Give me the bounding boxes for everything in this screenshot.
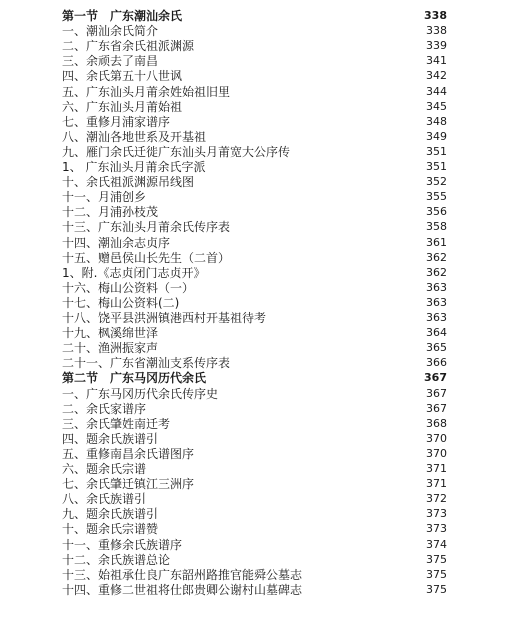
toc-entry-page-number: 364 — [426, 326, 447, 340]
toc-entry-title: 十、题余氏宗谱赞 — [62, 522, 159, 537]
toc-entry-title: 十六、梅山公资料（一） — [62, 280, 195, 295]
toc-entry-page-number: 367 — [426, 401, 447, 415]
toc-entry-title: 二、广东省余氏祖派渊源 — [62, 39, 195, 54]
toc-entry-page-number: 365 — [426, 341, 447, 355]
toc-entry-page-number: 345 — [426, 99, 447, 113]
toc-entry-page-number: 372 — [426, 492, 447, 506]
toc-entry-title: 四、题余氏族谱引 — [62, 431, 159, 446]
toc-entry-page-number: 371 — [426, 477, 447, 491]
toc-entry-title: 十八、饶平县洪洲镇港西村开基祖待考 — [62, 311, 267, 325]
toc-entry-title: 十五、赠邑侯山长先生（二首） — [62, 250, 231, 265]
toc-entry-title: 六、题余氏宗谱 — [62, 462, 147, 476]
toc-entry-title: 1、 广东汕头月莆余氏字派 — [62, 160, 206, 174]
toc-entry-title: 十三、广东汕头月莆余氏传序表 — [62, 220, 231, 235]
toc-entry-title: 十二、余氏族谱总论 — [62, 552, 171, 567]
toc-entry-title: 三、余氏肇姓南迁考 — [62, 416, 171, 431]
toc-entry-page-number: 363 — [426, 280, 447, 294]
toc-entry-page-number: 339 — [426, 39, 447, 53]
toc-entry-title: 二十、渔洲振家声 — [62, 341, 159, 356]
toc-entry-title: 八、潮汕各地世系及开基祖 — [62, 129, 207, 144]
toc-entry-page-number: 370 — [426, 431, 447, 445]
toc-entry-page-number: 367 — [426, 386, 447, 400]
toc-entry-title: 十九、枫溪绵世泽 — [62, 326, 159, 341]
toc-entry-page-number: 358 — [426, 220, 447, 234]
toc-entry-page-number: 349 — [426, 129, 447, 143]
toc-entry-page-number: 342 — [426, 69, 447, 83]
toc-entry-page-number: 352 — [426, 175, 447, 189]
toc-entry-page-number: 370 — [426, 446, 447, 460]
toc-entry-title: 五、重修南昌余氏谱图序 — [62, 446, 195, 461]
toc-entry-page-number: 373 — [426, 507, 447, 521]
toc-entry-page-number: 368 — [426, 416, 447, 430]
toc-entry-page-number: 356 — [426, 205, 447, 219]
toc-entry-title: 1、附.《志贞闭门志贞开》 — [62, 265, 206, 280]
toc-entry-title: 十四、重修二世祖将仕郎贵卿公谢村山墓碑志 — [62, 582, 303, 597]
toc-entry-title: 一、潮汕余氏简介 — [62, 24, 159, 39]
toc-entry-page-number: 362 — [426, 250, 447, 264]
toc-entry-title: 九、雁门余氏迁徙广东汕头月莆宽大公序传 — [62, 144, 291, 159]
toc-entry-page-number: 351 — [426, 144, 447, 158]
toc-entry-title: 九、题余氏族谱引 — [62, 507, 159, 522]
toc-entry-page-number: 362 — [426, 265, 447, 279]
toc-entry-title: 一、广东马冈历代余氏传序史 — [62, 386, 219, 401]
toc-entry-page-number: 338 — [426, 24, 447, 38]
toc-entry — [0, 581, 509, 599]
toc-entry-title: 八、余氏族谱引 — [62, 492, 147, 507]
toc-entry-page-number: 375 — [426, 582, 447, 596]
toc-entry-page-number: 341 — [426, 54, 447, 68]
toc-entry-title: 十一、重修余氏族谱序 — [62, 537, 183, 552]
toc-entry-title: 四、余氏第五十八世讽 — [62, 69, 183, 84]
toc-entry-title: 七、余氏肇迁镇江三洲序 — [62, 477, 195, 492]
toc-entry-page-number: 373 — [426, 522, 447, 536]
toc-entry-title: 十二、月浦孙枝茂 — [62, 205, 159, 220]
toc-entry-title: 二十一、广东省潮汕支系传序表 — [62, 356, 231, 371]
toc-entry-page-number: 344 — [426, 84, 447, 98]
toc-entry-title: 三、余顽去了南昌 — [62, 54, 159, 69]
toc-entry-page-number: 367 — [424, 371, 447, 385]
toc-entry-title: 十、余氏祖派渊源吊线图 — [62, 175, 195, 190]
toc-entry-title: 六、广东汕头月莆始祖 — [62, 99, 183, 114]
toc-entry-title: 十一、月浦创乡 — [62, 190, 147, 205]
toc-entry-title: 十七、梅山公资料(二) — [62, 295, 180, 310]
toc-entry-title: 五、广东汕头月莆余姓始祖旧里 — [62, 84, 231, 99]
toc-entry-page-number: 361 — [426, 235, 447, 249]
toc-entry-page-number: 375 — [426, 552, 447, 566]
toc-entry-page-number: 374 — [426, 537, 447, 551]
toc-entry-page-number: 375 — [426, 567, 447, 581]
toc-entry-page-number: 355 — [426, 190, 447, 204]
toc-entry-page-number: 348 — [426, 114, 447, 128]
toc-entry-page-number: 363 — [426, 295, 447, 309]
toc-entry-page-number: 363 — [426, 311, 447, 324]
toc-entry-title: 十三、始祖承仕良广东韶州路推官能舜公墓志 — [62, 567, 303, 582]
toc-entry-title: 二、余氏家谱序 — [62, 401, 147, 416]
toc-entry-page-number: 351 — [426, 160, 447, 173]
toc-entry-page-number: 371 — [426, 462, 447, 475]
toc-entry-title: 七、重修月浦家谱序 — [62, 114, 171, 129]
toc-entry-title: 第二节 广东马冈历代余氏 — [62, 371, 207, 386]
toc-entry-title: 第一节 广东潮汕余氏 — [62, 9, 183, 23]
toc-entry-title: 十四、潮汕余志贞序 — [62, 235, 171, 250]
toc-entry-page-number: 338 — [424, 9, 447, 22]
toc-entry-page-number: 366 — [426, 356, 447, 370]
